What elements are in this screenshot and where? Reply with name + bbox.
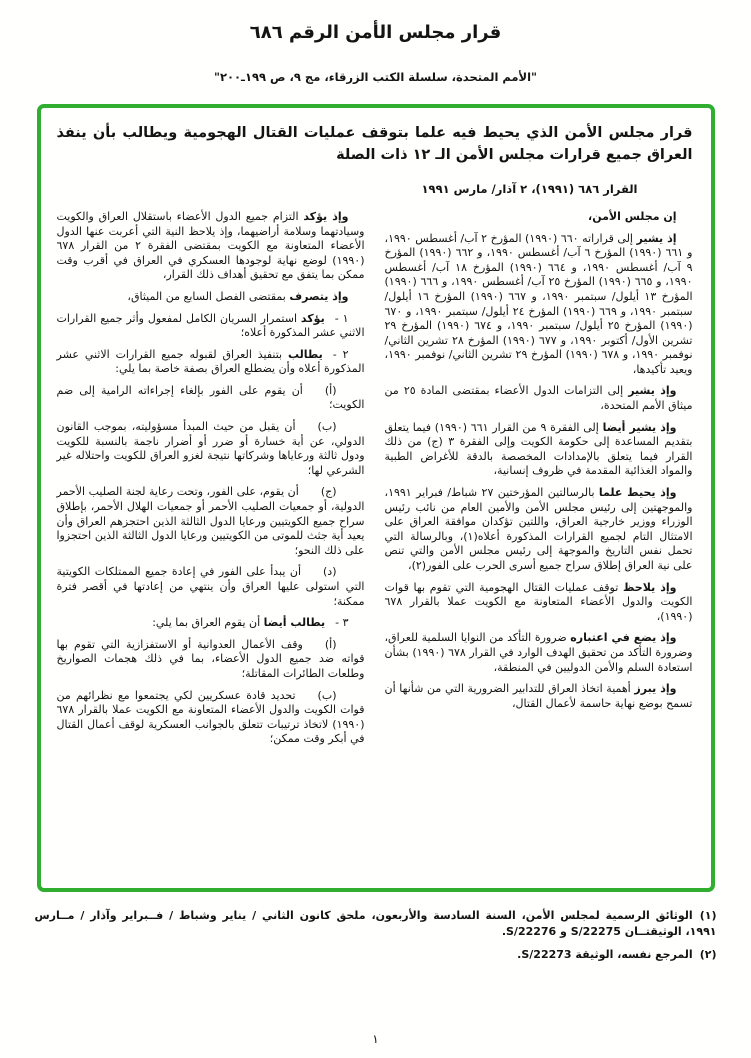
paragraph-lead: وإذ يتصرف <box>289 289 349 303</box>
paragraph-lead: إذ يشير <box>636 231 677 245</box>
preamble-paragraph: وإذ يشير إلى التزامات الدول الأعضاء بمقتضى المادة ٢٥ من ميثاق الأمم المتحدة، <box>384 384 693 413</box>
paragraph-lead: وإذ يؤكد <box>303 209 349 223</box>
preamble-paragraph: وإذ يبرز أهمية اتخاذ العراق للتدابير الضرورية التي من شأنها أن تسمح بوضع نهاية حاسمة لأعمال القتال، <box>384 682 693 710</box>
paragraph-lead: يطالب <box>287 347 323 361</box>
paragraph-label: (أ) <box>324 383 337 397</box>
paragraph-marker: (١) <box>699 909 717 922</box>
sub-paragraph: (ج)أن يقوم، على الفور، وتحت رعاية لجنة الصليب الأحمر الدولية، أو جمعيات الصليب الأحمر أو جمعيات الهلال الأحمر، بإطلاق سراح جميع الكويتيين ورعايا الدول الثالثة الذين احتجزهم العراق وأن يعيد أية جثث للموتى من الكويتيين ورعايا الدول الثالثة الذين احتجزوا على ذلك النحو؛ <box>56 485 365 557</box>
paragraph-label: (أ) <box>324 637 337 651</box>
paragraph-num: ٢ - <box>332 347 349 361</box>
resolution-date-line: القرار ٦٨٦ (١٩٩١)، ٢ آذار/ مارس ١٩٩١ <box>421 181 638 196</box>
sub-paragraph: (ب)أن يقبل من حيث المبدأ مسؤوليته، بموجب القانون الدولي، عن أية خسارة أو ضرر أو أضرار ناجمة بالنسبة للكويت ودول ثالثة ورعاياها وشركاتها نتيجة لغزو العراق للكويت واحتلاله غير الشرعي لها؛ <box>56 420 365 477</box>
paragraph-lead: وإذ يضع في اعتباره <box>570 631 677 645</box>
preamble-paragraph: وإذ يتصرف بمقتضى الفصل السابع من الميثاق، <box>127 289 349 303</box>
operative-paragraph: ٣ -يطالب أيضا أن يقوم العراق بما يلي: <box>152 616 349 630</box>
sub-paragraph: (أ)أن يقوم على الفور بإلغاء إجراءاته الرامية إلى ضم الكويت؛ <box>56 383 365 412</box>
paragraph-lead: وإذ يشير <box>628 384 677 398</box>
paragraph-marker: (٢) <box>699 948 717 961</box>
preamble-paragraph: وإذ يؤكد التزام جميع الدول الأعضاء باستقلال العراق والكويت وسيادتهما وسلامة أراضيهما، وإذ يلاحظ النية التي أعربت عنها الدول الأعضاء المتعاونة مع الكويت بمقتضى الفقرة ٢ من القرار ٦٧٨ (١٩٩٠) لوضع نهاية لوجودها العسكري في العراق في أقرب وقت ممكن بما يتفق مع تحقيق أهداف ذلك القرار، <box>56 209 365 282</box>
paragraph-lead: يطالب أيضا <box>263 616 326 630</box>
operative-paragraph: ١ -يؤكد استمرار السريان الكامل لمفعول وأثر جميع القرارات الاثني عشر المذكورة أعلاه؛ <box>56 311 365 340</box>
two-column-text <box>57 210 693 754</box>
paragraph-num: ٣ - <box>335 616 349 630</box>
column-right <box>385 210 693 718</box>
paragraph-num: ١ - <box>334 311 349 325</box>
resolution-box <box>37 104 715 892</box>
paragraph-label: (ج) <box>320 485 337 499</box>
paragraph-lead: يؤكد <box>300 311 325 325</box>
preamble-paragraph <box>385 210 693 225</box>
paragraph-lead: إن مجلس الأمن، <box>588 209 677 223</box>
paragraph-lead: وإذ يبرز <box>634 682 677 696</box>
column-left <box>57 210 365 754</box>
paragraph-label: (د) <box>323 565 337 579</box>
paragraph-lead: وإذ يحيط علما <box>598 486 677 500</box>
preamble-paragraph: وإذ يشير أيضا إلى الفقرة ٩ من القرار ٦٦١ (١٩٩٠) فيما يتعلق بتقديم المساعدة إلى حكومة الكويت وإلى الفقرة ٣ (ج) من ذلك القرار فيما يتعلق بالإمدادات المخصصة بالدقة للأغراض الطبية والمواد الغذائية المقدمة في ظروف إنسانية، <box>384 420 693 478</box>
page-number: ١ <box>372 1032 379 1046</box>
preamble-paragraph: وإذ يضع في اعتباره ضرورة التأكد من النوايا السلمية للعراق، وضرورة التأكد من تحقيق الهدف الوارد في القرار ٦٧٨ (١٩٩٠) بشأن استعادة السلم والأمن الدوليين في المنطقة، <box>384 631 693 674</box>
paragraph-lead: وإذ يلاحظ <box>623 580 677 594</box>
page-title: قرار مجلس الأمن الرقم ٦٨٦ <box>249 22 502 43</box>
preamble-paragraph: إذ يشير إلى قراراته ٦٦٠ (١٩٩٠) المؤرخ ٢ آب/ أغسطس ١٩٩٠، و ٦٦١ (١٩٩٠) المؤرخ ٦ آب/ أغسطس ١٩٩٠، و ٦٦٢ (١٩٩٠) المؤرخ ٩ آب/ أغسطس ١٩٩٠، و ٦٦٤ (١٩٩٠) المؤرخ ١٨ آب/ أغسطس ١٩٩٠، و ٦٦٥ (١٩٩٠) المؤرخ ٢٥ آب/ أغسطس ١٩٩٠، و ٦٦٦ (١٩٩٠) المؤرخ ١٣ أيلول/ سبتمبر ١٩٩٠، و ٦٦٧ (١٩٩٠) المؤرخ ١٦ أيلول/ سبتمبر ١٩٩٠، و ٦٦٩ (١٩٩٠) المؤرخ ٢٤ أيلول/ سبتمبر ١٩٩٠، و ٦٧٠ (١٩٩٠) المؤرخ ٢٥ أيلول/ سبتمبر ١٩٩٠، و ٦٧٤ (١٩٩٠) المؤرخ ٢٩ تشرين الأول/ أكتوبر ١٩٩٠، و ٦٧٧ (١٩٩٠) المؤرخ ٢٨ تشرين الثاني/ نوفمبر ١٩٩٠، و ٦٧٨ (١٩٩٠) المؤرخ ٢٩ تشرين الثاني/ نوفمبر ١٩٩٠، ويعيد تأكيدها، <box>384 231 693 376</box>
footnote: (١)الوثائق الرسمية لمجلس الأمن، السنة السادسة والأربعون، ملحق كانون الثاني / يناير وشباط / فــبراير وآذار / مــارس ١٩٩١، الوثيقتــان S/22275 و S/22276. <box>34 909 717 938</box>
sub-paragraph: (د)أن يبدأ على الفور في إعادة جميع الممتلكات الكويتية التي استولى عليها العراق وأن ينتهي من إعادتها في أقصر فترة ممكنة؛ <box>56 565 365 608</box>
paragraph-lead: وإذ يشير أيضا <box>602 420 677 434</box>
sub-paragraph: (ب)تحديد قادة عسكريين لكي يجتمعوا مع نظرائهم من قوات الكويت والدول الأعضاء المتعاونة مع الكويت عملا بالقرار ٦٧٨ (١٩٩٠) لاتخاذ ترتيبات تتعلق بالجوانب العسكرية لوقف أعمال القتال في أبكر وقت ممكن؛ <box>56 688 365 746</box>
operative-paragraph: ٢ -يطالب بتنفيذ العراق لقبوله جميع القرارات الاثني عشر المذكورة أعلاه وأن يضطلع العراق بصفة خاصة بما يلي: <box>56 347 365 376</box>
footnote: (٢)المرجع نفسه، الوثيقة S/22273. <box>517 948 717 961</box>
paragraph-label: (ب) <box>317 688 337 702</box>
resolution-heading: قرار مجلس الأمن الذي يحيط فيه علما بتوقف عمليات القتال الهجومية ويطالب بأن ينفذ العراق جميع قرارات مجلس الأمن الـ ١٢ ذات الصلة <box>56 125 693 164</box>
sub-paragraph: (أ)وقف الأعمال العدوانية أو الاستفزازية التي تقوم بها قواته ضد جميع الدول الأعضاء، بما في ذلك هجمات الصواريخ وطلعات الطائرات المقاتلة؛ <box>56 637 365 680</box>
page-subtitle: "الأمم المتحدة، سلسلة الكتب الزرقاء، مج ٩، ص ١٩٩ـ٢٠٠" <box>213 70 538 84</box>
paragraph-label: (ب) <box>317 420 337 434</box>
preamble-paragraph: وإذ يلاحظ توقف عمليات القتال الهجومية التي تقوم بها قوات الكويت والدول الأعضاء المتعاونة مع الكويت عملا بالقرار ٦٧٨ (١٩٩٠)، <box>384 580 693 623</box>
footnotes-section <box>35 908 717 963</box>
preamble-paragraph: وإذ يحيط علما بالرسالتين المؤرختين ٢٧ شباط/ فبراير ١٩٩١، والموجهتين إلى رئيس مجلس الأمن والأمين العام من نائب رئيس الوزراء ووزير خارجية العراق، واللتين تؤكدان موافقة العراق على الامتثال التام لجميع القرارات المذكورة أعلاه(١)، وبالرسالة التي تحمل نفس التاريخ والموجهة إلى رئيس مجلس الأمن والتي تنص على نية العراق إطلاق سراح جميع أسرى الحرب على الفور(٢)، <box>384 486 693 572</box>
